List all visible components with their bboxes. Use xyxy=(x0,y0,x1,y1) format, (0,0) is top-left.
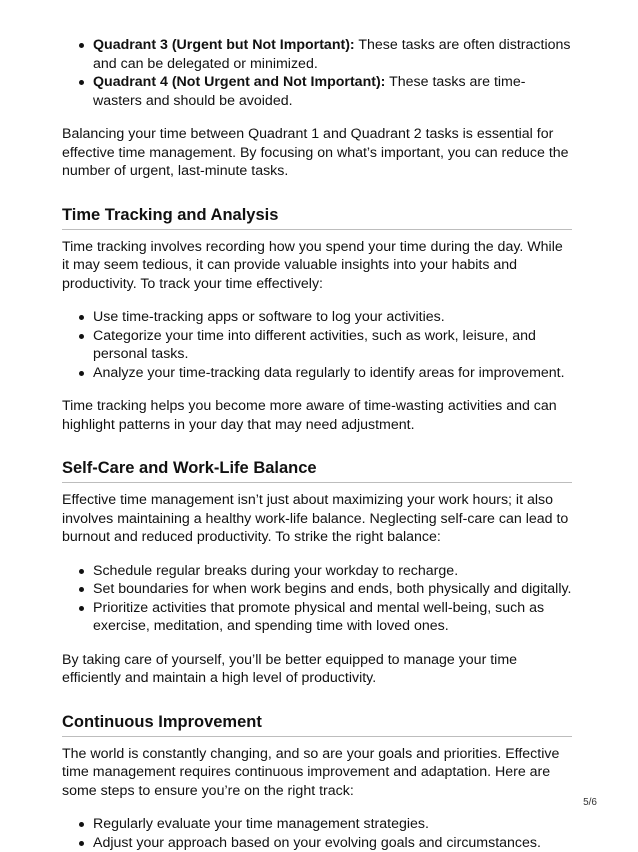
list-item: Categorize your time into different activities, such as work, leisure, and personal tasks. xyxy=(93,327,572,364)
list-item xyxy=(93,36,572,73)
document-page xyxy=(62,36,572,852)
list-item: Analyze your time-tracking data regularly to identify areas for improvement. xyxy=(93,364,572,383)
quadrant-description: These tasks are time-wasters and should be avoided. xyxy=(93,74,526,109)
continuous-improvement-intro: The world is constantly changing, and so are your goals and priorities. Effective time management requires continuous improvement and adaptation. Here are some steps to ensure you’re on the right track: xyxy=(62,745,572,801)
quadrant-label: Quadrant 4 (Not Urgent and Not Important): xyxy=(93,74,385,90)
self-care-list xyxy=(62,562,572,636)
list-item: Set boundaries for when work begins and ends, both physically and digitally. xyxy=(93,580,572,599)
list-item: Schedule regular breaks during your workday to recharge. xyxy=(93,562,572,581)
list-item: Adjust your approach based on your evolving goals and circumstances. xyxy=(93,834,572,852)
time-tracking-list xyxy=(62,308,572,382)
self-care-heading: Self-Care and Work-Life Balance xyxy=(62,458,572,483)
time-tracking-outro: Time tracking helps you become more aware of time-wasting activities and can highlight patterns in your day that may need adjustment. xyxy=(62,397,572,434)
quadrant-list xyxy=(62,36,572,110)
list-item xyxy=(93,73,572,110)
quadrant-description: These tasks are often distractions and can be delegated or minimized. xyxy=(93,37,570,72)
time-tracking-heading: Time Tracking and Analysis xyxy=(62,205,572,230)
time-tracking-intro: Time tracking involves recording how you spend your time during the day. While it may seem tedious, it can provide valuable insights into your habits and productivity. To track your time effectively: xyxy=(62,238,572,294)
list-item: Use time-tracking apps or software to log your activities. xyxy=(93,308,572,327)
continuous-improvement-list xyxy=(62,815,572,852)
page-number: 5/6 xyxy=(583,797,597,808)
quadrant-label: Quadrant 3 (Urgent but Not Important): xyxy=(93,37,355,53)
continuous-improvement-heading: Continuous Improvement xyxy=(62,712,572,737)
list-item: Prioritize activities that promote physical and mental well-being, such as exercise, meditation, and spending time with loved ones. xyxy=(93,599,572,636)
self-care-intro: Effective time management isn’t just about maximizing your work hours; it also involves maintaining a healthy work-life balance. Neglecting self-care can lead to burnout and reduced productivity. To strike the right balance: xyxy=(62,491,572,547)
balancing-paragraph: Balancing your time between Quadrant 1 and Quadrant 2 tasks is essential for effective time management. By focusing on what’s important, you can reduce the number of urgent, last-minute tasks. xyxy=(62,125,572,181)
self-care-outro: By taking care of yourself, you’ll be better equipped to manage your time efficiently and maintain a high level of productivity. xyxy=(62,651,572,688)
list-item: Regularly evaluate your time management strategies. xyxy=(93,815,572,834)
